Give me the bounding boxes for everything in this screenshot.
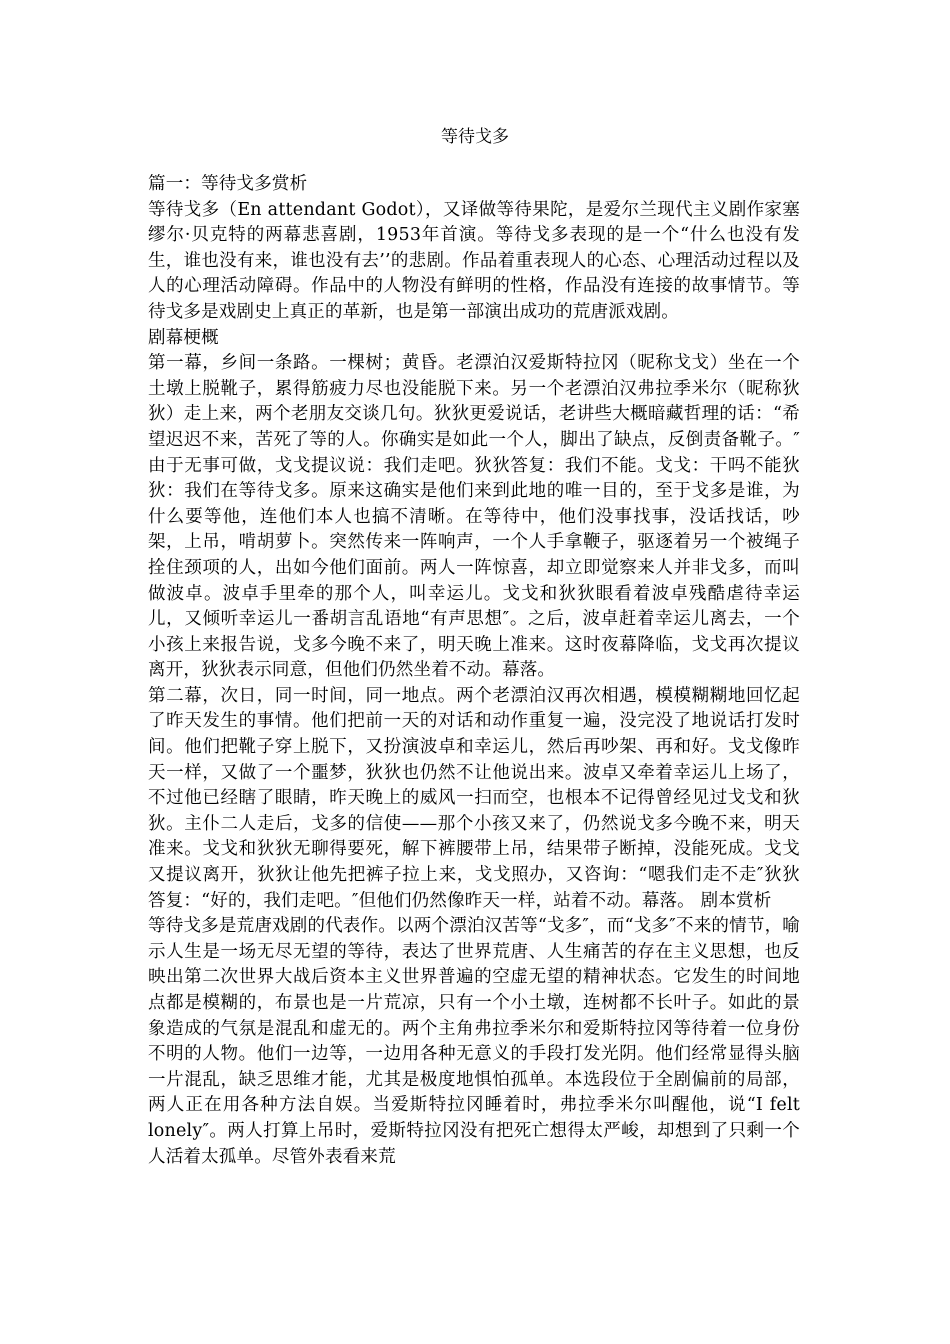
intro-paragraph: 等待戈多（En attendant Godot），又译做等待果陀，是爱尔兰现代主义剧作家塞缪尔·贝克特的两幕悲喜剧，1953年首演。等待戈多表现的是一个“什么也没有发生，谁也没有来，谁也没有去’’的悲剧。作品着重表现人的心态、心理活动过程以及人的心理活动障碍。作品中的人物没有鲜明的性格，作品没有连接的故事情节。等待戈多是戏剧史上真正的革新，也是第一部演出成功的荒唐派戏剧。: [148, 199, 800, 322]
section-heading: 篇一：等待戈多赏析: [148, 174, 308, 194]
document-title: 等待戈多: [441, 127, 509, 147]
synopsis-heading: 剧幕梗概: [148, 327, 219, 348]
document-body: [148, 172, 800, 1170]
act-one-paragraph: 第一幕，乡间一条路。一棵树；黄昏。老漂泊汉爱斯特拉冈（昵称戈戈）坐在一个土墩上脱靴子，累得筋疲力尽也没能脱下来。另一个老漂泊汉弗拉季米尔（昵称狄狄）走上来，两个老朋友交谈几句。狄狄更爱说话，老讲些大概暗藏哲理的话：“希望迟迟不来，苦死了等的人。你确实是如此一个人，脚出了缺点，反倒责备靴子。″由于无事可做，戈戈提议说：我们走吧。狄狄答复：我们不能。戈戈：干吗不能狄狄：我们在等待戈多。原来这确实是他们来到此地的唯一目的，至于戈多是谁，为什么要等他，连他们本人也搞不清晰。在等待中，他们没事找事，没话找话，吵架，上吊，啃胡萝卜。突然传来一阵响声，一个人手拿鞭子，驱逐着另一个被绳子拴住颈项的人，出如今他们面前。两人一阵惊喜，却立即觉察来人并非戈多，而叫做波卓。波卓手里牵的那个人，叫幸运儿。戈戈和狄狄眼看着波卓残酷虐待幸运儿，又倾听幸运儿一番胡言乱语地“有声思想″。之后，波卓赶着幸运儿离去，一个小孩上来报告说，戈多今晚不来了，明天晚上准来。这时夜幕降临，戈戈再次提议离开，狄狄表示同意，但他们仍然坐着不动。幕落。: [148, 353, 800, 681]
act-two-paragraph: 第二幕，次日，同一时间，同一地点。两个老漂泊汉再次相遇，模模糊糊地回忆起了昨天发生的事情。他们把前一天的对话和动作重复一遍，没完没了地说话打发时间。他们把靴子穿上脱下，又扮演波卓和幸运儿，然后再吵架、再和好。戈戈像昨天一样，又做了一个噩梦，狄狄也仍然不让他说出来。波卓又牵着幸运儿上场了，不过他已经瞎了眼睛，昨天晚上的威风一扫而空，也根本不记得曾经见过戈戈和狄狄。主仆二人走后，戈多的信使——那个小孩又来了，仍然说戈多今晚不来，明天准来。戈戈和狄狄无聊得要死，解下裤腰带上吊，结果带子断掉，没能死成。戈戈又提议离开，狄狄让他先把裤子拉上来，戈戈照办，又咨询：“嗯我们走不走″狄狄答复：“好的，我们走吧。″但他们仍然像昨天一样，站着不动。幕落。 剧本赏析: [148, 685, 800, 911]
appreciation-paragraph: 等待戈多是荒唐戏剧的代表作。以两个漂泊汉苦等“戈多″，而“戈多″不来的情节，喻示人生是一场无尽无望的等待，表达了世界荒唐、人生痛苦的存在主义思想，也反映出第二次世界大战后资本主义世界普遍的空虚无望的精神状态。它发生的时间地点都是模糊的，布景也是一片荒凉，只有一个小土墩，连树都不长叶子。如此的景象造成的气氛是混乱和虚无的。两个主角弗拉季米尔和爱斯特拉冈等待着一位身份不明的人物。他们一边等，一边用各种无意义的手段打发光阴。他们经常显得头脑一片混乱，缺乏思维才能，尤其是极度地惧怕孤单。本选段位于全剧偏前的局部，两人正在用各种方法自娱。当爱斯特拉冈睡着时，弗拉季米尔叫醒他，说“I felt lonely″。两人打算上吊时，爱斯特拉冈没有把死亡想得太严峻，却想到了只剩一个人活着太孤单。尽管外表看来荒: [148, 916, 800, 1167]
